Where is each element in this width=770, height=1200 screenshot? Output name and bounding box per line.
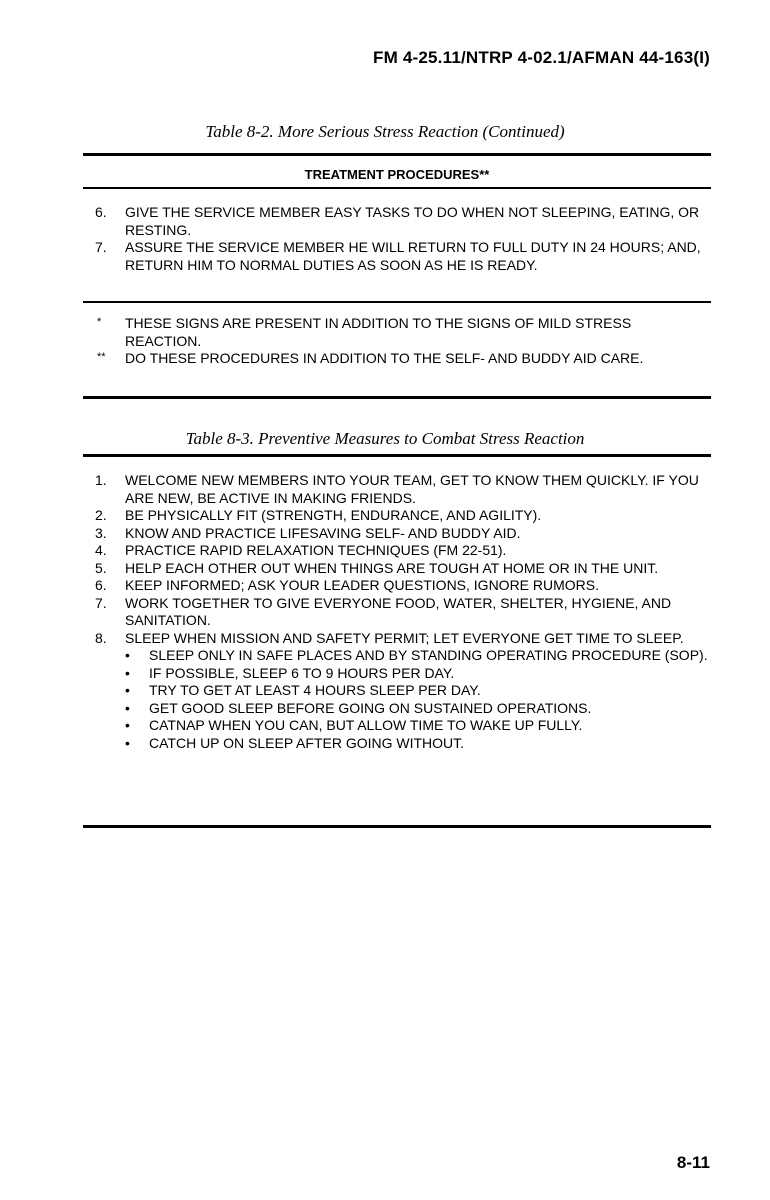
item-number: 7.	[95, 594, 107, 611]
footnote-text: DO THESE PROCEDURES IN ADDITION TO THE SELF- AND BUDDY AID CARE.	[125, 350, 644, 366]
list-item	[83, 542, 711, 560]
sleep-bullet-item	[125, 647, 711, 665]
table-8-3-caption: Table 8-3. Preventive Measures to Combat Stress Reaction	[185, 429, 585, 448]
item-text	[125, 630, 711, 753]
sleep-measure-text: SLEEP WHEN MISSION AND SAFETY PERMIT; LET EVERYONE GET TIME TO SLEEP.	[125, 629, 684, 646]
page-number: 8-11	[676, 1153, 710, 1172]
sleep-bullet-item	[125, 717, 711, 735]
item-text: KNOW AND PRACTICE LIFESAVING SELF- AND BUDDY AID.	[125, 524, 521, 541]
item-number: 3.	[95, 524, 107, 541]
sleep-bullet-text: CATCH UP ON SLEEP AFTER GOING WITHOUT.	[149, 734, 465, 751]
footnotes-list	[83, 315, 711, 368]
bullet-icon: •	[125, 664, 130, 681]
footnote-mark: *	[97, 316, 102, 328]
sleep-bullet-item	[125, 665, 711, 683]
item-text: GIVE THE SERVICE MEMBER EASY TASKS TO DO WHEN NOT SLEEPING, EATING, OR RESTING.	[125, 204, 700, 238]
list-item	[83, 472, 711, 507]
sleep-bullet-text: IF POSSIBLE, SLEEP 6 TO 9 HOURS PER DAY.	[149, 664, 455, 681]
footnote-item	[83, 350, 711, 368]
sleep-bullet-text: GET GOOD SLEEP BEFORE GOING ON SUSTAINED OPERATIONS.	[149, 699, 592, 716]
table-8-2-heading-rule	[83, 187, 711, 189]
table-8-2-caption: Table 8-2. More Serious Stress Reaction (Continued)	[205, 122, 565, 141]
list-item	[83, 507, 711, 525]
bullet-icon: •	[125, 717, 130, 733]
list-item	[83, 577, 711, 595]
bullet-icon: •	[125, 734, 130, 751]
document-id-header: FM 4-25.11/NTRP 4-02.1/AFMAN 44-163(I)	[372, 48, 710, 67]
footnote-mark: **	[97, 351, 106, 363]
sleep-bullet-item	[125, 735, 711, 753]
bullet-icon: •	[125, 682, 130, 698]
table-8-3-bottom-rule	[83, 825, 711, 828]
bullet-icon: •	[125, 647, 130, 663]
table-8-2-top-rule	[83, 153, 711, 156]
item-number: 8.	[95, 629, 107, 646]
list-item	[83, 525, 711, 543]
treatment-procedures-list	[83, 204, 711, 274]
item-number: 6.	[95, 577, 107, 593]
item-text: BE PHYSICALLY FIT (STRENGTH, ENDURANCE, AND AGILITY).	[125, 507, 542, 523]
sleep-bullet-item	[125, 682, 711, 700]
table-8-2-bottom-rule	[83, 396, 711, 399]
item-text: PRACTICE RAPID RELAXATION TECHNIQUES (FM 22-51).	[125, 542, 507, 558]
list-item	[83, 595, 711, 630]
list-item	[83, 204, 711, 239]
item-text: KEEP INFORMED; ASK YOUR LEADER QUESTIONS, IGNORE RUMORS.	[125, 577, 600, 593]
item-number: 7.	[95, 239, 107, 255]
treatment-procedures-heading: TREATMENT PROCEDURES**	[304, 167, 490, 182]
sleep-bullet-text: TRY TO GET AT LEAST 4 HOURS SLEEP PER DAY.	[149, 682, 481, 698]
footnote-text: THESE SIGNS ARE PRESENT IN ADDITION TO THE SIGNS OF MILD STRESS REACTION.	[125, 315, 632, 349]
item-text: WELCOME NEW MEMBERS INTO YOUR TEAM, GET TO KNOW THEM QUICKLY. IF YOU ARE NEW, BE ACTIVE IN MAKING FRIENDS.	[125, 472, 699, 506]
item-number: 2.	[95, 507, 107, 523]
item-text: HELP EACH OTHER OUT WHEN THINGS ARE TOUGH AT HOME OR IN THE UNIT.	[125, 559, 659, 576]
sleep-bullet-list	[125, 647, 711, 752]
table-8-3-top-rule	[83, 454, 711, 457]
item-number: 5.	[95, 559, 107, 576]
item-text: ASSURE THE SERVICE MEMBER HE WILL RETURN TO FULL DUTY IN 24 HOURS; AND, RETURN HIM TO NORMAL DUTIES AS SOON AS HE IS READY.	[125, 239, 701, 273]
item-number: 6.	[95, 204, 107, 220]
footnote-item	[83, 315, 711, 350]
item-number: 4.	[95, 542, 107, 558]
list-item	[83, 630, 711, 753]
bullet-icon: •	[125, 699, 130, 716]
list-item	[83, 560, 711, 578]
preventive-measures-list	[83, 472, 711, 752]
sleep-bullet-item	[125, 700, 711, 718]
sleep-bullet-text: SLEEP ONLY IN SAFE PLACES AND BY STANDING OPERATING PROCEDURE (SOP).	[149, 647, 708, 663]
item-number: 1.	[95, 472, 107, 488]
sleep-bullet-text: CATNAP WHEN YOU CAN, BUT ALLOW TIME TO WAKE UP FULLY.	[149, 717, 583, 733]
table-8-2-notes-rule	[83, 301, 711, 303]
list-item	[83, 239, 711, 274]
item-text: WORK TOGETHER TO GIVE EVERYONE FOOD, WATER, SHELTER, HYGIENE, AND SANITATION.	[125, 594, 672, 628]
